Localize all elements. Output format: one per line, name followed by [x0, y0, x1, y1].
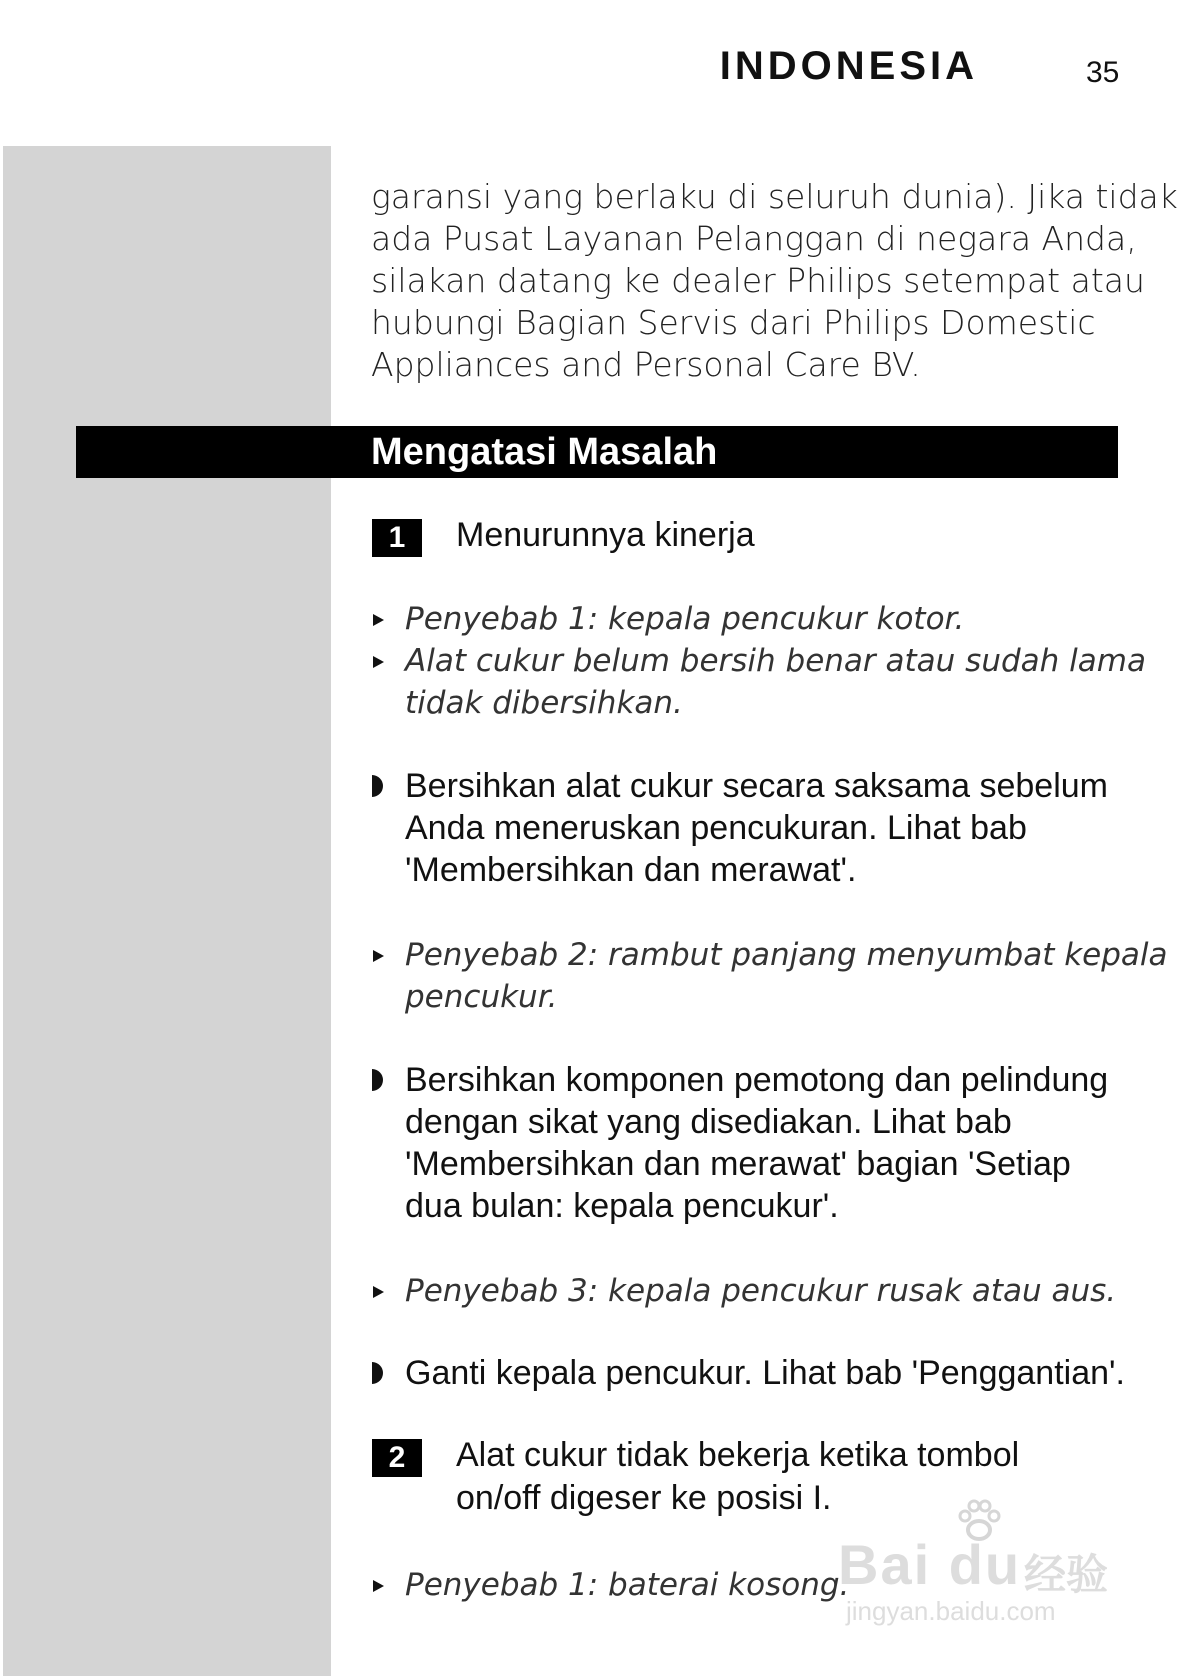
cause-line: Alat cukur belum bersih benar atau sudah lama — [405, 643, 1146, 679]
problem-title-line: on/off digeser ke posisi I. — [456, 1479, 832, 1517]
intro-line: garansi yang berlaku di seluruh dunia). Jika tidak — [371, 177, 1178, 216]
baidu-watermark — [838, 1496, 1128, 1636]
solution-line: Bersihkan komponen pemotong dan pelindung — [405, 1061, 1109, 1099]
intro-line: silakan datang ke dealer Philips setempat atau — [371, 261, 1145, 300]
solution-line: Anda meneruskan pencukuran. Lihat bab — [405, 809, 1027, 847]
cause-text — [405, 598, 1125, 640]
cause-line: pencukur. — [405, 979, 558, 1015]
solution-text — [405, 765, 1135, 891]
intro-line: hubungi Bagian Servis dari Philips Domestic — [371, 303, 1096, 342]
cause-line: tidak dibersihkan. — [405, 685, 683, 721]
header-language: INDONESIA — [719, 44, 978, 88]
solution-line: Bersihkan alat cukur secara saksama sebelum — [405, 767, 1108, 805]
intro-paragraph — [371, 176, 1178, 386]
solution-line: Ganti kepala pencukur. Lihat bab 'Penggantian'. — [405, 1354, 1125, 1392]
page-number: 35 — [1086, 56, 1120, 89]
problem-number-badge: 1 — [372, 519, 422, 557]
solution-line: 'Membersihkan dan merawat'. — [405, 851, 857, 889]
cause-line: Penyebab 1: baterai kosong. — [405, 1567, 850, 1603]
cause-arrow-icon — [373, 656, 384, 668]
problem-title-line: Alat cukur tidak bekerja ketika tombol — [456, 1436, 1020, 1474]
solution-line: 'Membersihkan dan merawat' bagian 'Setiap — [405, 1145, 1071, 1183]
section-title: Mengatasi Masalah — [371, 431, 718, 473]
cause-text — [405, 934, 1168, 1018]
left-margin-band — [3, 146, 331, 1676]
solution-line: dua bulan: kepala pencukur'. — [405, 1187, 839, 1225]
cause-arrow-icon — [373, 1286, 384, 1298]
watermark-url: jingyan.baidu.com — [846, 1596, 1056, 1626]
cause-line: Penyebab 2: rambut panjang menyumbat kepala — [405, 937, 1168, 973]
solution-text — [405, 1352, 1135, 1394]
intro-line: Appliances and Personal Care BV. — [371, 345, 921, 384]
cause-text — [405, 640, 1146, 724]
watermark-brand: Bai du — [838, 1533, 1022, 1596]
cause-line: Penyebab 3: kepala pencukur rusak atau aus. — [405, 1273, 1117, 1309]
solution-bullet-icon — [372, 1069, 383, 1091]
intro-line: ada Pusat Layanan Pelanggan di negara Anda, — [371, 219, 1137, 258]
solution-text — [405, 1059, 1135, 1227]
cause-text — [405, 1270, 1125, 1312]
solution-bullet-icon — [372, 775, 383, 797]
cause-arrow-icon — [373, 950, 384, 962]
solution-line: dengan sikat yang disediakan. Lihat bab — [405, 1103, 1012, 1141]
watermark-cn: 经验 — [1024, 1551, 1109, 1598]
problem-title: Menurunnya kinerja — [456, 516, 755, 554]
solution-bullet-icon — [372, 1362, 383, 1384]
cause-arrow-icon — [373, 1580, 384, 1592]
cause-line: Penyebab 1: kepala pencukur kotor. — [405, 601, 965, 637]
problem-number-badge: 2 — [372, 1439, 422, 1477]
cause-arrow-icon — [373, 614, 384, 626]
